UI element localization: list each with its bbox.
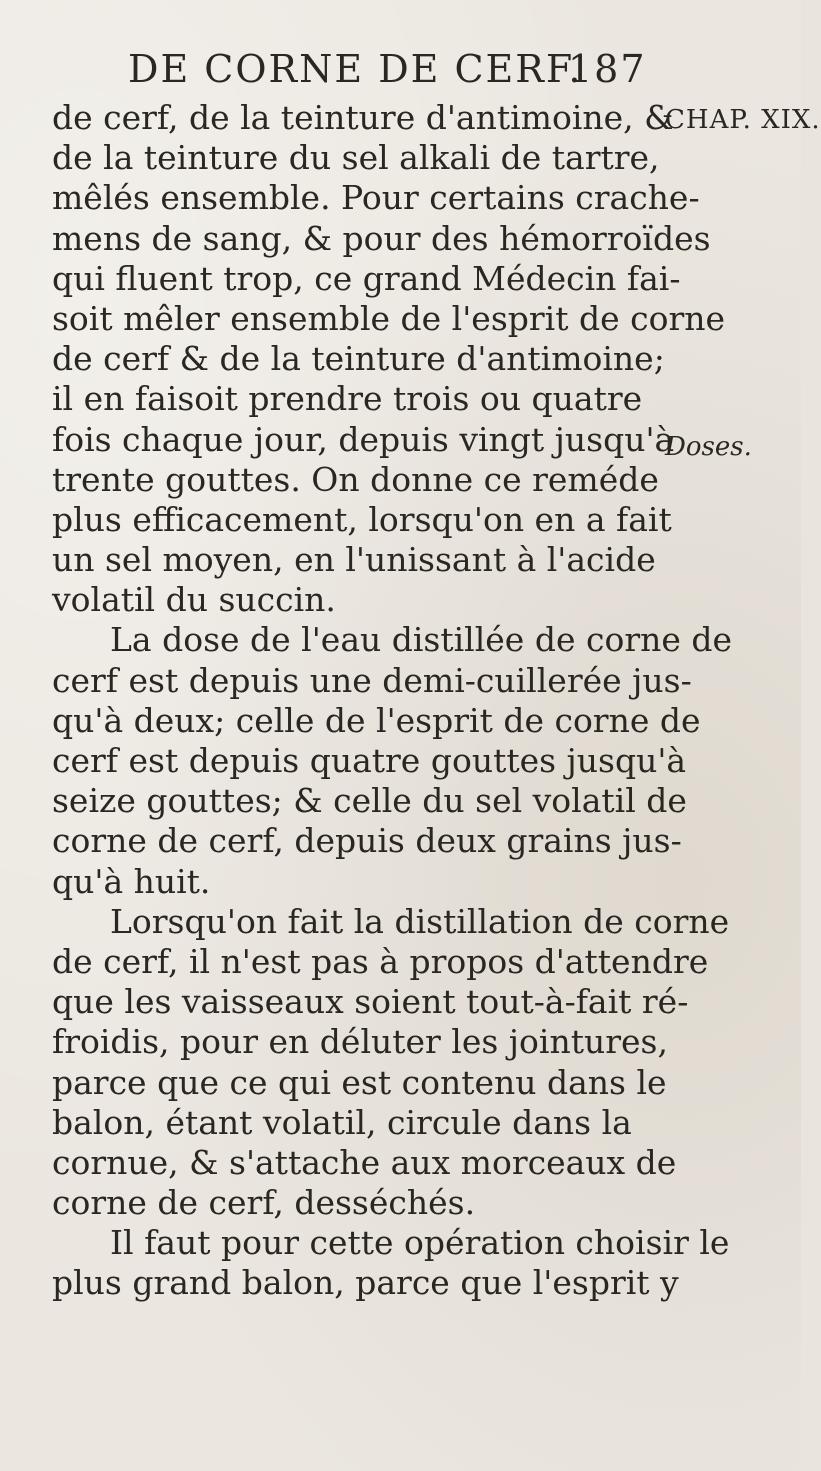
text-line: froidis, pour en déluter les jointures, [52,1022,668,1062]
margin-note-chapter: CHAP. XIX. [665,105,821,135]
text-line: volatil du succin. [52,580,336,620]
text-line: plus efficacement, lorsqu'on en a fait [52,499,672,539]
text-line: cerf est depuis quatre gouttes jusqu'à [52,741,687,780]
text-line: mens de sang, & pour des hémorroïdes [52,218,711,258]
text-line: corne de cerf, depuis deux grains jus- [52,821,682,861]
text-line: seize gouttes; & celle du sel volatil de [52,781,687,821]
paragraph-start-line: Lorsqu'on fait la distillation de corne [110,901,730,941]
text-line: corne de cerf, desséchés. [52,1183,476,1223]
paragraph-start-line: La dose de l'eau distillée de corne de [110,620,733,660]
page-number: 187 [568,47,647,91]
margin-note-doses: Doses. [665,432,752,462]
text-line: mêlés ensemble. Pour certains crache- [52,178,700,218]
text-line: de cerf, il n'est pas à propos d'attendre [52,941,709,981]
page-header [128,47,728,91]
text-line: un sel moyen, en l'unissant à l'acide [52,540,656,580]
running-title: DE CORNE DE CERF. [128,47,583,91]
text-line: soit mêler ensemble de l'esprit de corne [52,298,726,338]
text-line: que les vaisseaux soient tout-à-fait ré- [52,982,689,1022]
text-line: cornue, & s'attache aux morceaux de [52,1142,677,1182]
text-line: balon, étant volatil, circule dans la [52,1102,632,1142]
paragraph-start-line: Il faut pour cette opération choisir le [110,1223,730,1263]
text-line: de la teinture du sel alkali de tartre, [52,138,660,178]
text-line: qu'à deux; celle de l'esprit de corne de [52,700,701,740]
text-line: trente gouttes. On donne ce reméde [52,459,659,499]
text-line: fois chaque jour, depuis vingt jusqu'à [52,419,675,459]
text-line: qui fluent trop, ce grand Médecin fai- [52,258,681,298]
text-line: qu'à huit. [52,861,211,901]
text-line: plus grand balon, parce que l'esprit y [52,1263,679,1303]
text-line: de cerf, de la teinture d'antimoine, & [52,98,674,137]
text-line: cerf est depuis une demi-cuillerée jus- [52,660,692,700]
text-line: il en faisoit prendre trois ou quatre [52,379,643,419]
text-line: parce que ce qui est contenu dans le [52,1062,667,1102]
text-line: de cerf & de la teinture d'antimoine; [52,339,665,379]
